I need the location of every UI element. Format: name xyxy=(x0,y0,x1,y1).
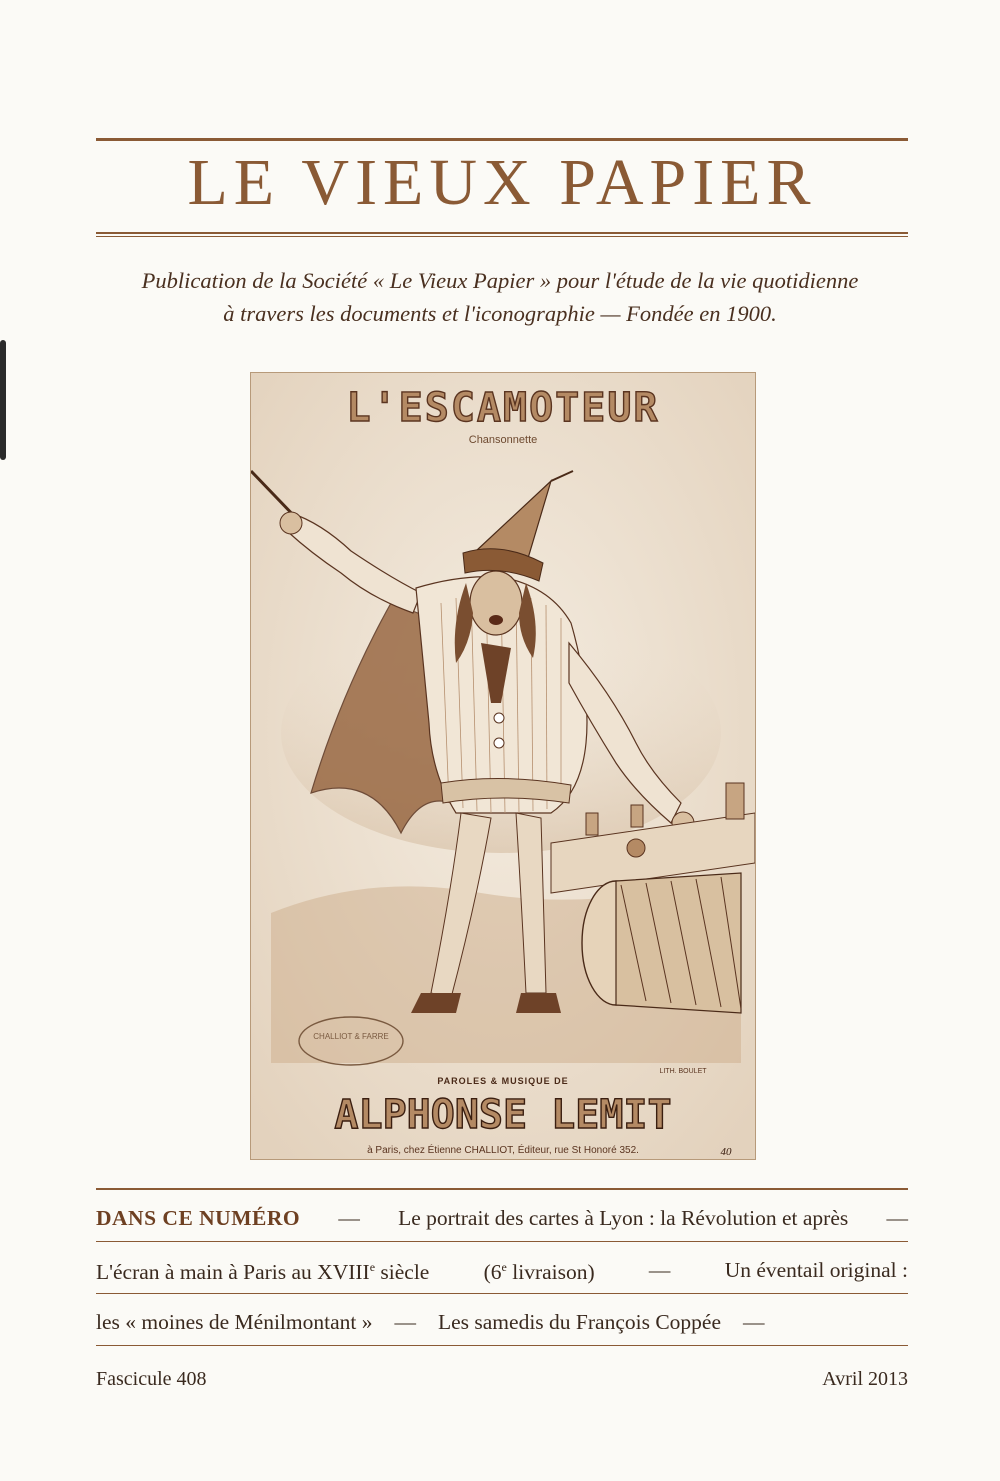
spine-edge xyxy=(0,340,6,460)
toc-article-3-cont: les « moines de Ménilmontant » xyxy=(96,1310,373,1334)
toc-article-1: Le portrait des cartes à Lyon : la Révolution et après xyxy=(398,1206,849,1230)
toc-line-2 xyxy=(96,1247,908,1293)
toc-article-4: Les samedis du François Coppée xyxy=(437,1310,722,1334)
toc-dash: — xyxy=(743,1310,765,1334)
poster-credit: PAROLES & MUSIQUE DE xyxy=(437,1076,569,1086)
toc-dash: — xyxy=(886,1206,908,1230)
toc-bottom-rule xyxy=(96,1345,908,1346)
poster-title: L'ESCAMOTEUR xyxy=(346,385,660,431)
drum-body xyxy=(616,873,741,1013)
masthead-subtitle xyxy=(80,264,920,330)
poster-price: 40 xyxy=(720,1146,732,1158)
toc-top-rule xyxy=(96,1188,908,1190)
poster-subtitle: Chansonnette xyxy=(468,434,538,446)
figure-right-shoe xyxy=(516,993,561,1013)
toc-rule xyxy=(96,1241,908,1242)
subtitle-line-2: à travers les documents et l'iconographie — Fondée en 1900. xyxy=(223,301,777,326)
masthead-title: LE VIEUX PAPIER xyxy=(187,146,817,219)
tunic-button xyxy=(494,713,504,723)
toc-dash: — xyxy=(394,1310,416,1334)
cover-illustration xyxy=(250,372,756,1160)
figure-head xyxy=(470,571,522,635)
toc-dash: — xyxy=(648,1258,671,1282)
poster-svg xyxy=(251,373,755,1159)
issue-date: Avril 2013 xyxy=(822,1368,908,1390)
poster-publisher: à Paris, chez Étienne CHALLIOT, Éditeur, rue St Honoré 352. xyxy=(367,1145,639,1156)
poster-printer: LITH. BOULET xyxy=(659,1068,707,1075)
figure-hand xyxy=(280,512,302,534)
toc-article-2-part: (6e livraison) xyxy=(483,1260,595,1285)
toc-article-2: L'écran à main à Paris au XVIIIe siècle xyxy=(96,1260,430,1285)
masthead-bottom-rule-thin xyxy=(96,236,908,237)
cover-footer xyxy=(96,1368,908,1391)
toc-heading: DANS CE NUMÉRO xyxy=(96,1206,301,1230)
toc-rule xyxy=(96,1293,908,1294)
tunic-button xyxy=(494,738,504,748)
dealer-stamp-text: CHALLIOT & FARRE xyxy=(313,1032,389,1041)
masthead-bottom-rule xyxy=(96,232,908,234)
issue-number: Fascicule 408 xyxy=(96,1368,207,1390)
toc-line-1 xyxy=(96,1195,908,1241)
figure-mouth xyxy=(489,615,503,625)
toc-line-3 xyxy=(96,1299,908,1345)
subtitle-line-1: Publication de la Société « Le Vieux Papier » pour l'étude de la vie quotidienne xyxy=(141,268,859,293)
toc-article-3: Un éventail original : xyxy=(724,1258,908,1282)
magic-ball xyxy=(627,839,645,857)
toc-dash: — xyxy=(338,1206,360,1230)
poster-author: ALPHONSE LEMIT xyxy=(334,1092,672,1138)
